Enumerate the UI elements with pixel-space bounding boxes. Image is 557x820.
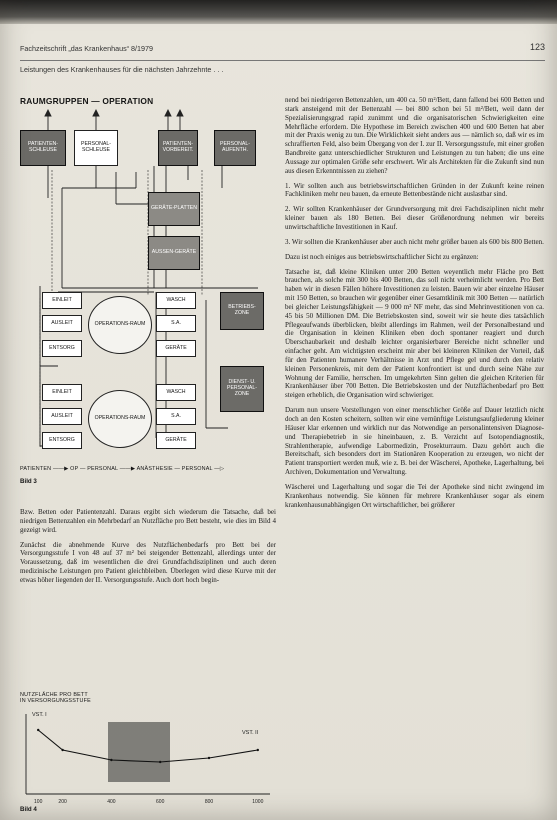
op1-sa-box: S.A. bbox=[156, 315, 196, 332]
patient-lock-box: PATIENTEN-SCHLEUSE bbox=[20, 130, 66, 166]
curve-point bbox=[159, 761, 161, 763]
left-paragraph-1: Bzw. Betten oder Patientenzahl. Daraus ergibt sich wiederum die Tatsache, daß bei niedrigen Bettenzahlen ein Mehrbedarf an Nutzfläche pro Bett besteht, wie dies im Bild 4 gezeigt wird. bbox=[20, 508, 276, 534]
x-tick-label: 600 bbox=[156, 799, 165, 805]
header-rule bbox=[20, 60, 545, 61]
right-paragraph-2: 1. Wir sollten auch aus betriebswirtschaftlichen Gründen in der Zukunft keine reinen Fachkliniken mehr neu bauen, da erneute Bettenbestände nicht auslastbar sind. bbox=[285, 181, 544, 199]
service-staff-zone-box: DIENST- U. PERSONAL-ZONE bbox=[220, 366, 264, 412]
running-head-title: Fachzeitschrift „das Krankenhaus“ 8/1979 bbox=[20, 44, 154, 53]
figure3-title: RAUMGRUPPEN — OPERATION bbox=[20, 96, 154, 106]
op1-disposal-box: ENTSORG bbox=[42, 340, 82, 357]
patient-prep-box: PATIENTEN-VORBEREIT. bbox=[158, 130, 198, 166]
transition-band bbox=[108, 722, 170, 782]
figure4-chart bbox=[18, 706, 276, 810]
right-paragraph-4: 3. Wir sollten die Krankenhäuser aber auch nicht mehr größer bauen als 600 bis 800 Betten. bbox=[285, 237, 544, 246]
x-tick-label: 400 bbox=[107, 799, 116, 805]
curve-point bbox=[37, 729, 39, 731]
figure4-title bbox=[20, 692, 91, 705]
op1-wash-box: WASCH bbox=[156, 292, 196, 309]
x-tick-label: 200 bbox=[58, 799, 67, 805]
right-paragraph-5: Dazu ist noch einiges aus betriebswirtschaftlicher Sicht zu ergänzen: bbox=[285, 252, 479, 261]
op1-operating-room: OPERATIONS-RAUM bbox=[88, 296, 152, 354]
op2-disposal-box: ENTSORG bbox=[42, 432, 82, 449]
op1-recovery-exit-box: AUSLEIT bbox=[42, 315, 82, 332]
figure4-ticks bbox=[34, 799, 264, 805]
right-column-text bbox=[285, 96, 544, 515]
right-paragraph-1: nend bei niedrigeren Bettenzahlen, um 400 ca. 50 m²/Bett, dann fallend bei 600 Betten und stark ansteigend mit der Bettenzahl — bei 800 schon bei 51 m²/Bett, weil dann der Spezialisierungsgrad rapid zunimmt und die organisatorischen Schwierigkeiten eine Mehrfläche erfordern. Die Hypothese im Bereich zwischen 400 und 600 Betten hat aber mit der Praxis wenig zu tun. Die Wirklichkeit sieht anders aus — nämlich so, daß wir es im schraffierten Feld, also beim Übergang von der I. zur II. Versorgungsstufe, mit einer großen Bandbreite ganz unterschiedlicher Strukturen und Leistungen zu tun haben; die uns eine Aussage zur optimalen Größe sehr erschwert. Wir als Architekten für die Zukunft sind nun aus diesen Erkenntnissen zu ziehen? bbox=[285, 96, 544, 175]
op2-sa-box: S.A. bbox=[156, 408, 196, 425]
curve-point bbox=[208, 757, 210, 759]
right-paragraph-6: Tatsache ist, daß kleine Kliniken unter 200 Betten weyentlich mehr Fläche pro Bett brauchen, als solche mit 300 bis 400 Betten, das soll nicht verheimlicht werden. Pro Bett haben wir in diesen Fällen höhere Investitionen zu leisten. Bauen wir aber einzelne Häuser mit 150 Betten, so brauchen wir gegenüber einer Gesamtklinik mit 300 Betten — natürlich bei gleicher Leistungsfähigkeit — 9 000 m² NF mehr, das sind Mehrinvestitionen von ca. 45 bis 50 Millionen DM. Die Betriebskosten sind, soweit wir sie heute dies tatsächlich Pflegeaufwands überblicken, bleibt allerdings im Rahmen, weil der Personalbestand und die Organisation in kleinen Kliniken eben doch spontaner reagiert und durch Überschaubarkeit und deshalb leichter organisierbarer Bereiche nicht schneller und einfacher geht. Am wichtigsten erscheint mir aber bei kleineren Kliniken der Vorteil, daß für den Patienten humanere Verhältnisse in Arzt und Pflege gel und durch den relativ kleinen Personenkreis, mit dem der Patient konfrontiert ist und durch seine Nähe zur Wohnung der Familie, herrschen. Im umgekehrten Sinn gelten die gleichen Kriterien für Krankenhäuser über 700 Betten. Die Betriebskosten und der Nutzflächenbedarf pro Bett steigen erheblich, die Organisation wird schwieriger. bbox=[285, 267, 544, 400]
curve-point bbox=[257, 749, 259, 751]
figure4-label: Bild 4 bbox=[20, 806, 37, 813]
left-paragraph-2: Zunächst die abnehmende Kurve des Nutzflächenbedarfs pro Bett bei der Versorgungsstufe I von 48 auf 37 m² bei steigender Bettenzahl, allerdings unter der Voraussetzung, daß im wesentlichen die drei Grundfachdisziplinen und auch deren medizinische Leistungen pro Patient gleichbleiben. Überlegen wird diese Kurve mit der etwas höher liegenden der II. Versorgungsstufe. Auch dort hoch begin- bbox=[20, 540, 276, 584]
x-tick-label: 800 bbox=[204, 799, 214, 805]
ver1-label: VST. I bbox=[32, 712, 47, 718]
op2-wash-box: WASCH bbox=[156, 384, 196, 401]
op2-induction-box: EINLEIT bbox=[42, 384, 82, 401]
running-head-subtitle: Leistungen des Krankenhauses für die nächsten Jahrzehnte . . . bbox=[20, 65, 224, 74]
external-equipment-box: AUSSEN-GERÄTE bbox=[148, 236, 200, 270]
op1-equipment-box: GERÄTE bbox=[156, 340, 196, 357]
page-number: 123 bbox=[529, 42, 545, 52]
right-paragraph-3: 2. Wir sollten Krankenhäuser der Grundversorgung mit drei Fachdisziplinen nicht mehr kleiner bauen als 180 Betten. Bei dieser Größenordnung nehmen wir bereits unwirtschaftliche Investitionen in Kauf. bbox=[285, 205, 544, 231]
curve-point bbox=[110, 759, 112, 761]
staff-lock-box: PERSONAL-SCHLEUSE bbox=[74, 130, 118, 166]
scan-top-shadow bbox=[0, 0, 557, 24]
x-tick-label: 100 bbox=[34, 799, 43, 805]
right-paragraph-8: Wäscherei und Lagerhaltung und sogar die Tei der Apotheke sind nicht zwingend im Krankenhaus notwendig. Sie können für mehrere Krankenhäuser sogar als einem krankenhausunabhängigen Ort wirtschaftlicher, bei größerer bbox=[285, 482, 544, 509]
operations-zone-box: BETRIEBS-ZONE bbox=[220, 292, 264, 330]
figure4-svg bbox=[18, 706, 276, 810]
equipment-plates-box: GERÄTE-PLATTEN bbox=[148, 192, 200, 226]
figure4-title-line1: NUTZFLÄCHE PRO BETT bbox=[20, 692, 88, 698]
op2-recovery-exit-box: AUSLEIT bbox=[42, 408, 82, 425]
op2-equipment-box: GERÄTE bbox=[156, 432, 196, 449]
x-tick-label: 1000 bbox=[252, 799, 264, 805]
right-paragraph-7: Darum nun unsere Vorstellungen von einer menschlicher Größe auf Dauer letztlich nicht doch an den Kosten scheitern, sollten wir eine vernünftige Leistungsaufgliederung kleiner Häuser klar erkennen und wirklich nur das Notwendige an personalintensiven Diagnose- und Therapiebetrieb in sie hineinbauen, z. B. Verzicht auf Isotopendiagnostik, Strahlentherapie, aufwendige Labormedizin, Prosekturraum. Dazu gehört auch die Bereitschaft, sich besonders dort im Stationären Kooperation zu erzeugen, wo nicht der Patient transportiert werden muß, wie z. B. bei der Wäscherei, Apotheke, Lagerhaltung, bei Archiven, Dokumentation und Verwaltung. bbox=[285, 406, 544, 477]
figure3-diagram bbox=[18, 108, 276, 508]
figure4-title-line2: IN VERSORGUNGSSTUFE bbox=[20, 698, 91, 705]
op2-operating-room: OPERATIONS-RAUM bbox=[88, 390, 152, 448]
left-column-text bbox=[20, 508, 276, 591]
figure3-label: Bild 3 bbox=[20, 478, 37, 485]
op1-induction-box: EINLEIT bbox=[42, 292, 82, 309]
figure3-legend: PATIENTEN ——▶ OP — PERSONAL ——▶ ANÄSTHESIE — PERSONAL —▷ bbox=[20, 466, 225, 472]
curve-point bbox=[61, 749, 63, 751]
staff-lounge-box: PERSONAL-AUFENTH. bbox=[214, 130, 256, 166]
ver2-label: VST. II bbox=[242, 730, 259, 736]
